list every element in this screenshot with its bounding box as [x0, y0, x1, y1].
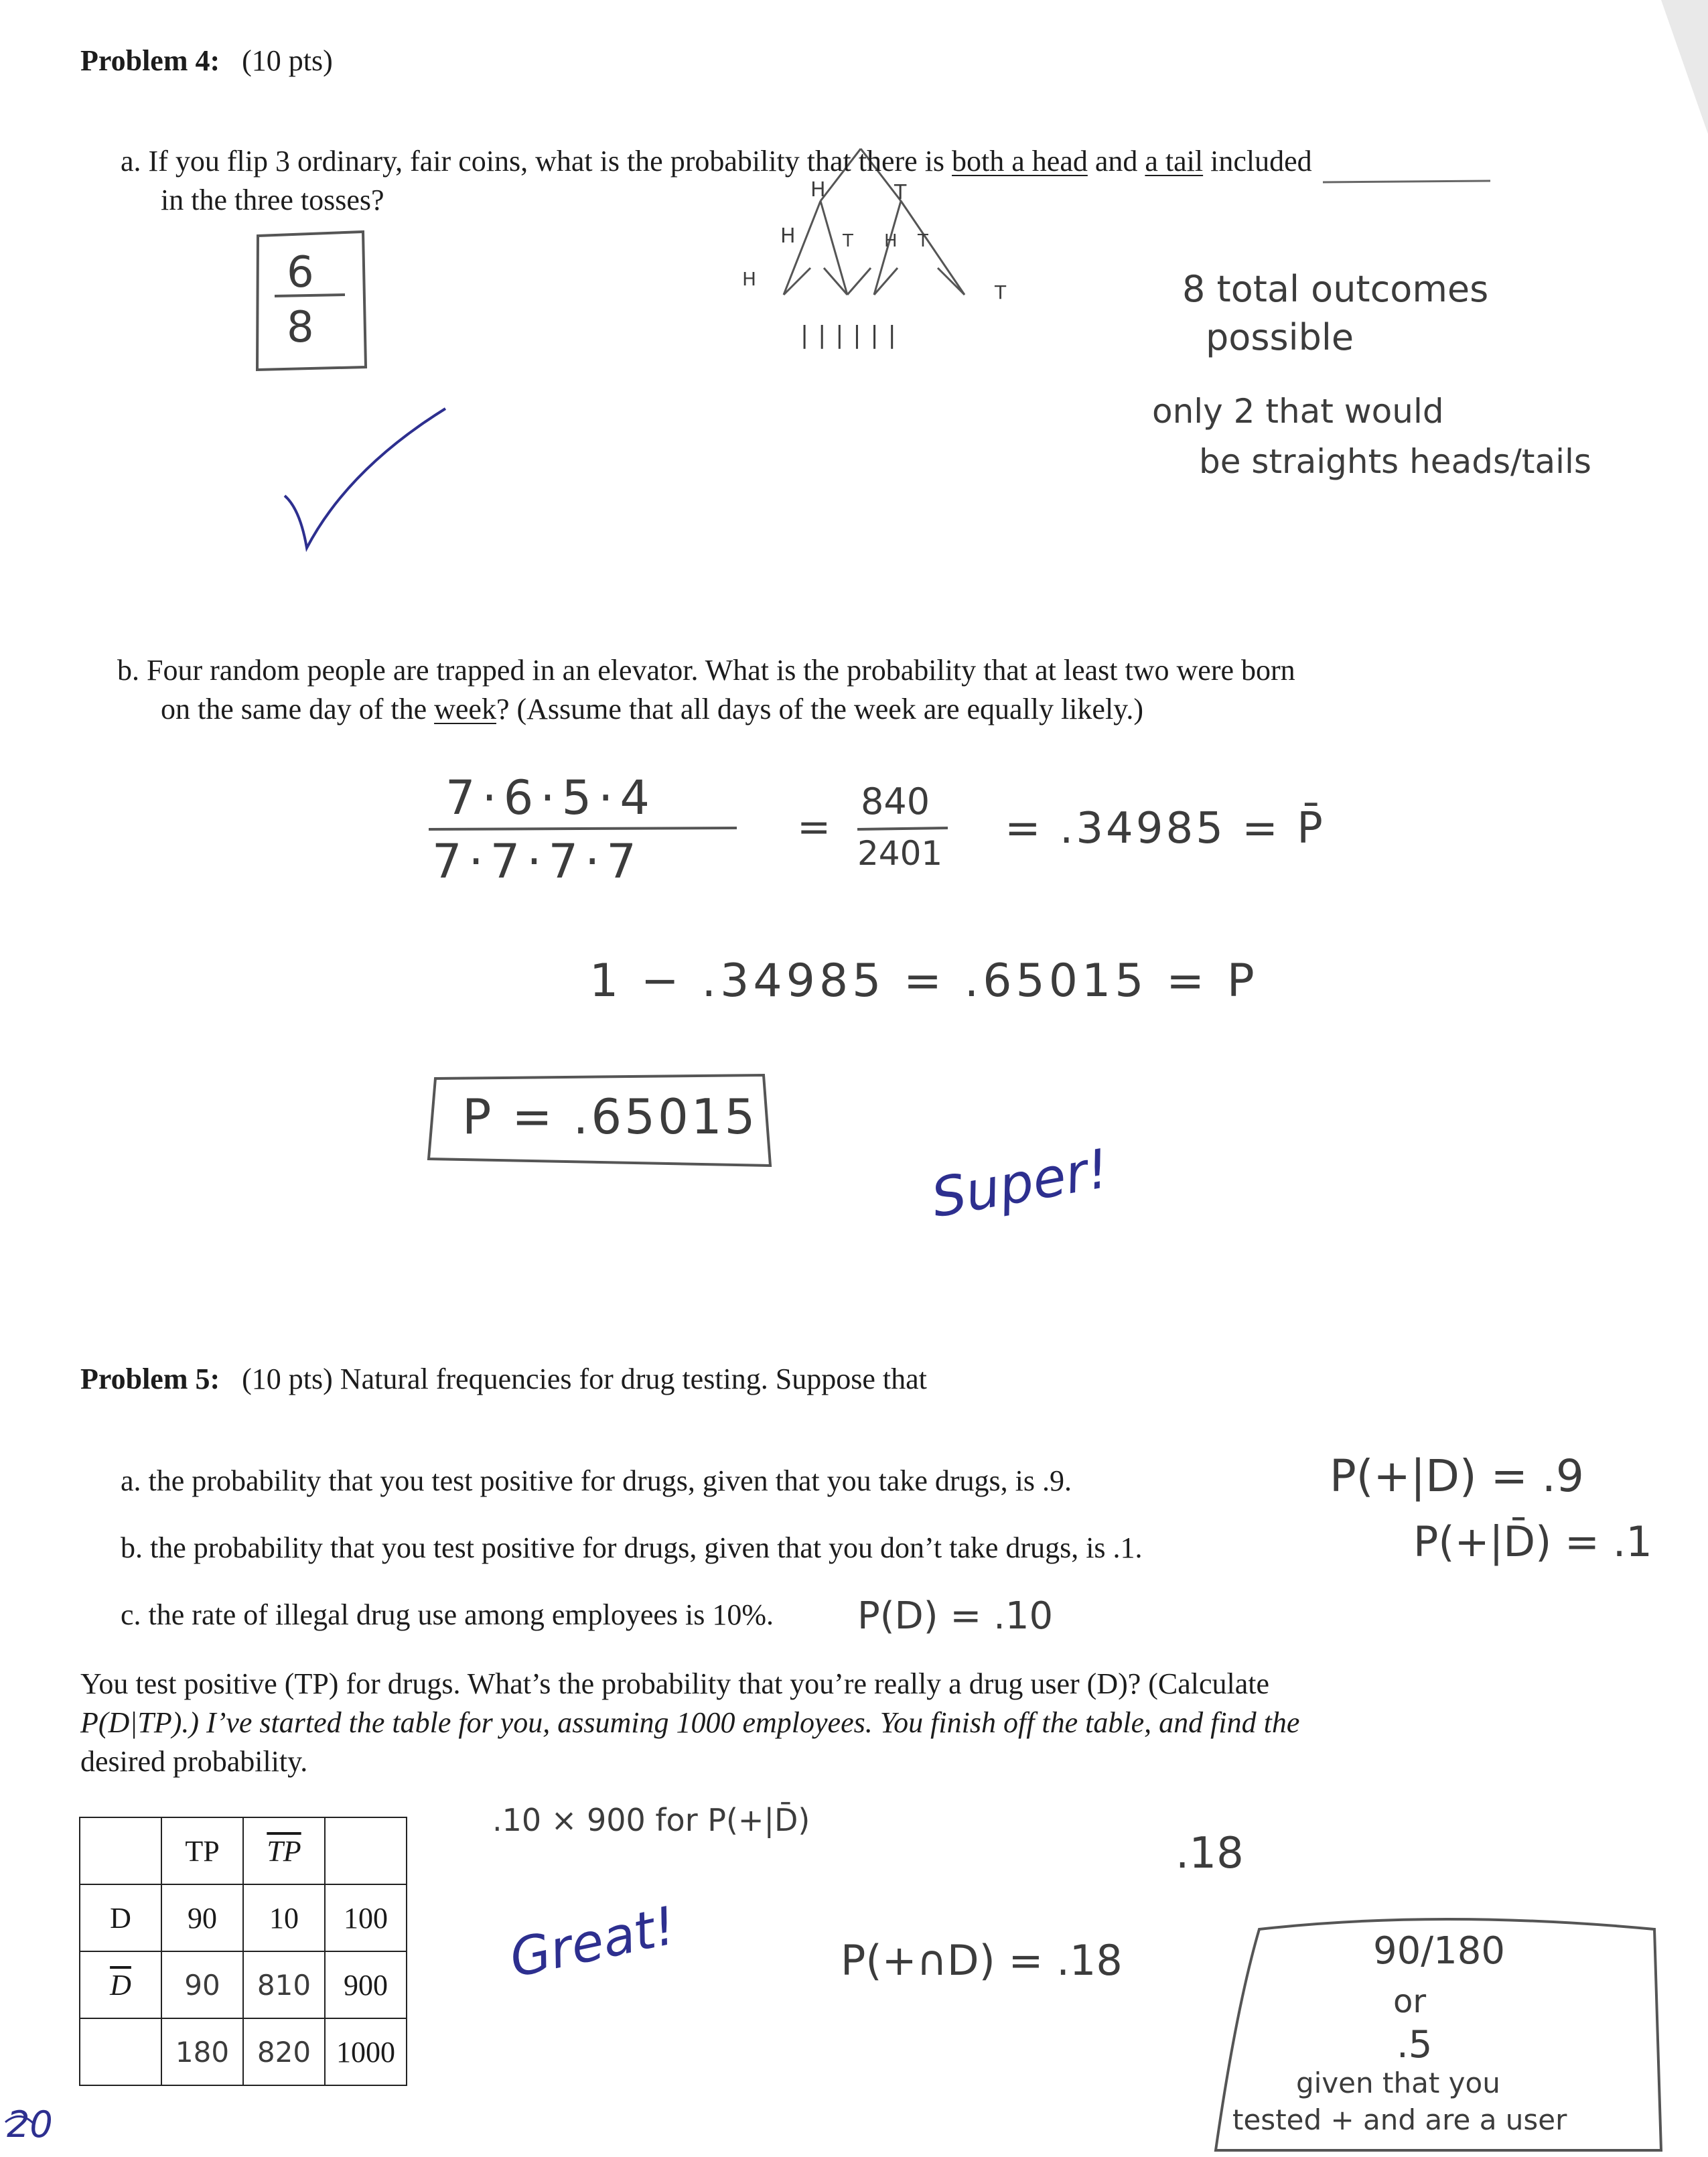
item-label: a. — [121, 1464, 141, 1497]
table-cell: 90 — [161, 1884, 243, 1951]
table-cell: 820 — [243, 2018, 325, 2085]
note-total-outcomes: 8 total outcomes — [1182, 268, 1489, 310]
table-cell — [80, 2018, 161, 2085]
problem5-intro: (10 pts) Natural frequencies for drug testing. Suppose that — [242, 1363, 927, 1395]
frequency-table — [79, 1817, 407, 2086]
answer-decimal: .5 — [1397, 2023, 1433, 2067]
item-text: the probability that you test positive for drugs, given that you don’t take drugs, is .1. — [150, 1531, 1143, 1564]
answer-denominator: 8 — [287, 303, 314, 352]
work-point-18: .18 — [1176, 1829, 1244, 1878]
item-label: c. — [121, 1598, 141, 1631]
answer-or: or — [1393, 1983, 1427, 2020]
table-cell: 810 — [243, 1951, 325, 2018]
work-frac2-denominator: 2401 — [857, 834, 943, 873]
problem4a-underlined-tail: a tail — [1145, 145, 1204, 178]
problem4b-underlined-week: week — [434, 693, 496, 725]
tree-label: H — [884, 231, 898, 251]
answer-note-given: given that you — [1296, 2067, 1500, 2099]
table-cell: TP — [161, 1817, 243, 1884]
table-row — [80, 1884, 407, 1951]
item-note: P(+|D̄) = .1 — [1413, 1517, 1652, 1566]
problem4b-text1: Four random people are trapped in an elevator. What is the probability that at least two were born — [147, 654, 1295, 687]
tree-label: H — [742, 268, 757, 290]
problem5-item-c — [121, 1596, 774, 1634]
table-row — [80, 2018, 407, 2085]
problem4b-text2-pre: on the same day of the — [161, 693, 435, 725]
problem5-heading: Problem 5: — [80, 1363, 220, 1395]
problem4b-line2 — [161, 690, 1143, 729]
note-only-two: only 2 that would — [1152, 392, 1444, 431]
problem4-title — [80, 42, 333, 80]
tree-label: T — [843, 231, 853, 251]
problem5-para-line3: desired probability. — [80, 1745, 308, 1778]
problem5-para-line2: P(D|TP).) I’ve started the table for you, assuming 1000 employees. You finish off the table, and find the — [80, 1706, 1300, 1739]
tree-label: T — [918, 231, 928, 251]
problem4a-text-post: included — [1203, 145, 1312, 178]
answer-numerator: 6 — [287, 248, 314, 297]
tree-label: T — [995, 281, 1007, 303]
note-possible: possible — [1206, 316, 1354, 358]
boxed-answer: P = .65015 — [462, 1089, 758, 1145]
problem4a-label: a. — [121, 145, 141, 178]
tree-label: H — [780, 224, 796, 248]
work-decimal-result: = .34985 = P̄ — [1005, 804, 1326, 853]
problem4a-underlined-head: both a head — [952, 145, 1088, 178]
table-cell: 900 — [325, 1951, 407, 2018]
fraction-bar-1 — [429, 828, 737, 829]
table-cell: $\overline{TP}$ — [243, 1817, 325, 1884]
table-cell — [80, 1817, 161, 1884]
tree-label: H — [810, 178, 826, 202]
item-note: P(+|D) = .9 — [1330, 1450, 1584, 1502]
table-cell: 180 — [161, 2018, 243, 2085]
problem5-item-b — [121, 1529, 1143, 1568]
note-straights: be straights heads/tails — [1199, 442, 1591, 481]
table-cell: 100 — [325, 1884, 407, 1951]
problem4-heading: Problem 4: — [80, 44, 220, 77]
problem4b-label: b. — [117, 654, 139, 687]
table-cell: 90 — [161, 1951, 243, 2018]
answer-fraction: 90/180 — [1373, 1929, 1506, 1973]
tree-label: T — [894, 181, 907, 204]
answer-note-tested: tested + and are a user — [1232, 2103, 1567, 2136]
tree-tally-marks: |||||| — [800, 322, 906, 349]
table-row — [80, 1951, 407, 2018]
score-mark: 20 — [7, 2103, 53, 2146]
work-equals: = — [797, 804, 831, 851]
problem4a-line1 — [121, 142, 1312, 181]
problem5-para-line1: You test positive (TP) for drugs. What’s the probability that you’re really a drug user (D)? (Calculate — [80, 1667, 1270, 1700]
problem4b-line1 — [117, 651, 1295, 690]
table-cell: $\overline{D}$ — [80, 1951, 161, 2018]
work-p-and: P(+∩D) = .18 — [841, 1936, 1123, 1985]
table-cell: 10 — [243, 1884, 325, 1951]
work-frac2-numerator: 840 — [861, 780, 930, 823]
problem4a-line2: in the three tosses? — [161, 184, 384, 216]
work-frac1-numerator: 7·6·5·4 — [445, 770, 656, 825]
problem4b-text2-post: ? (Assume that all days of the week are equally likely.) — [496, 693, 1143, 725]
item-text: the rate of illegal drug use among employees is 10%. — [148, 1598, 774, 1631]
problem5-item-a — [121, 1462, 1072, 1501]
problem4a-text-pre: If you flip 3 ordinary, fair coins, what is the probability that there is — [148, 145, 952, 178]
grader-comment-great: Great! — [504, 1895, 681, 1990]
fraction-bar-2 — [857, 828, 948, 829]
item-note: P(D) = .10 — [857, 1594, 1054, 1638]
table-row — [80, 1817, 407, 1884]
table-cell: 1000 — [325, 2018, 407, 2085]
problem4-points: (10 pts) — [242, 44, 333, 77]
check-mark-stroke — [285, 409, 445, 548]
work-line-for: .10 × 900 for P(+|D̄) — [492, 1802, 810, 1838]
grader-comment-super: Super! — [926, 1137, 1114, 1230]
underline-extra — [1323, 181, 1490, 182]
item-label: b. — [121, 1531, 143, 1564]
table-cell — [325, 1817, 407, 1884]
table-cell: D — [80, 1884, 161, 1951]
work-frac1-denominator: 7·7·7·7 — [432, 834, 643, 889]
work-complement-line: 1 − .34985 = .65015 = P — [589, 955, 1259, 1007]
item-text: the probability that you test positive for drugs, given that you take drugs, is .9. — [148, 1464, 1072, 1497]
problem5-title — [80, 1360, 927, 1399]
problem4a-text-mid: and — [1087, 145, 1145, 178]
